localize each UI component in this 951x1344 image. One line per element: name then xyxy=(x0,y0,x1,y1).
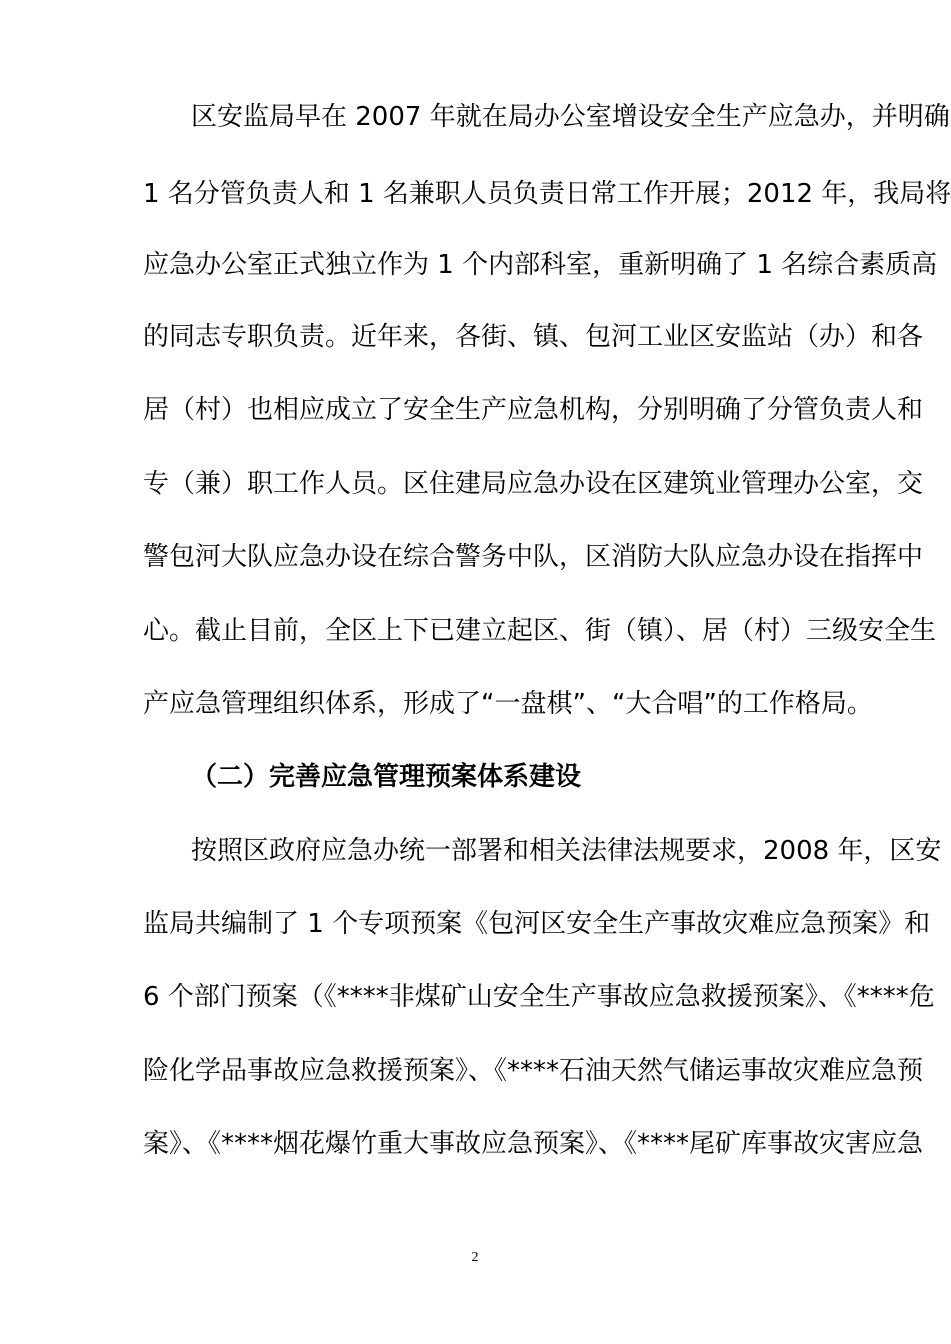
paragraph-line: 专（兼）职工作人员。区住建局应急办设在区建筑业管理办公室，交 xyxy=(143,469,924,499)
paragraph-line: 按照区政府应急办统一部署和相关法律法规要求，2008 年，区安 xyxy=(191,836,942,866)
paragraph-line: 1 名分管负责人和 1 名兼职人员负责日常工作开展；2012 年，我局将 xyxy=(143,179,951,209)
paragraph-line: 应急办公室正式独立作为 1 个内部科室，重新明确了 1 名综合素质高 xyxy=(143,250,938,280)
paragraph-line: 的同志专职负责。近年来，各街、镇、包河工业区安监站（办）和各 xyxy=(143,322,924,352)
paragraph-line: 6 个部门预案（《****非煤矿山安全生产事故应急救援预案》、《****危 xyxy=(143,982,935,1012)
paragraph-line: 区安监局早在 2007 年就在局办公室增设安全生产应急办，并明确 xyxy=(191,102,950,132)
paragraph-line: 险化学品事故应急救援预案》、《****石油天然气储运事故灾难应急预 xyxy=(143,1056,924,1086)
paragraph-line: 案》、《****烟花爆竹重大事故应急预案》、《****尾矿库事故灾害应急 xyxy=(143,1129,924,1159)
paragraph-line: 警包河大队应急办设在综合警务中队，区消防大队应急办设在指挥中 xyxy=(143,542,924,572)
section-heading: （二）完善应急管理预案体系建设 xyxy=(191,762,582,792)
page-number: 2 xyxy=(471,1250,479,1265)
paragraph-line: 监局共编制了 1 个专项预案《包河区安全生产事故灾难应急预案》和 xyxy=(143,909,931,939)
paragraph-line: 居（村）也相应成立了安全生产应急机构，分别明确了分管负责人和 xyxy=(143,395,924,425)
paragraph-line: 产应急管理组织体系，形成了“一盘棋”、“大合唱”的工作格局。 xyxy=(143,689,873,719)
paragraph-line: 心。截止目前，全区上下已建立起区、街（镇）、居（村）三级安全生 xyxy=(143,616,937,646)
